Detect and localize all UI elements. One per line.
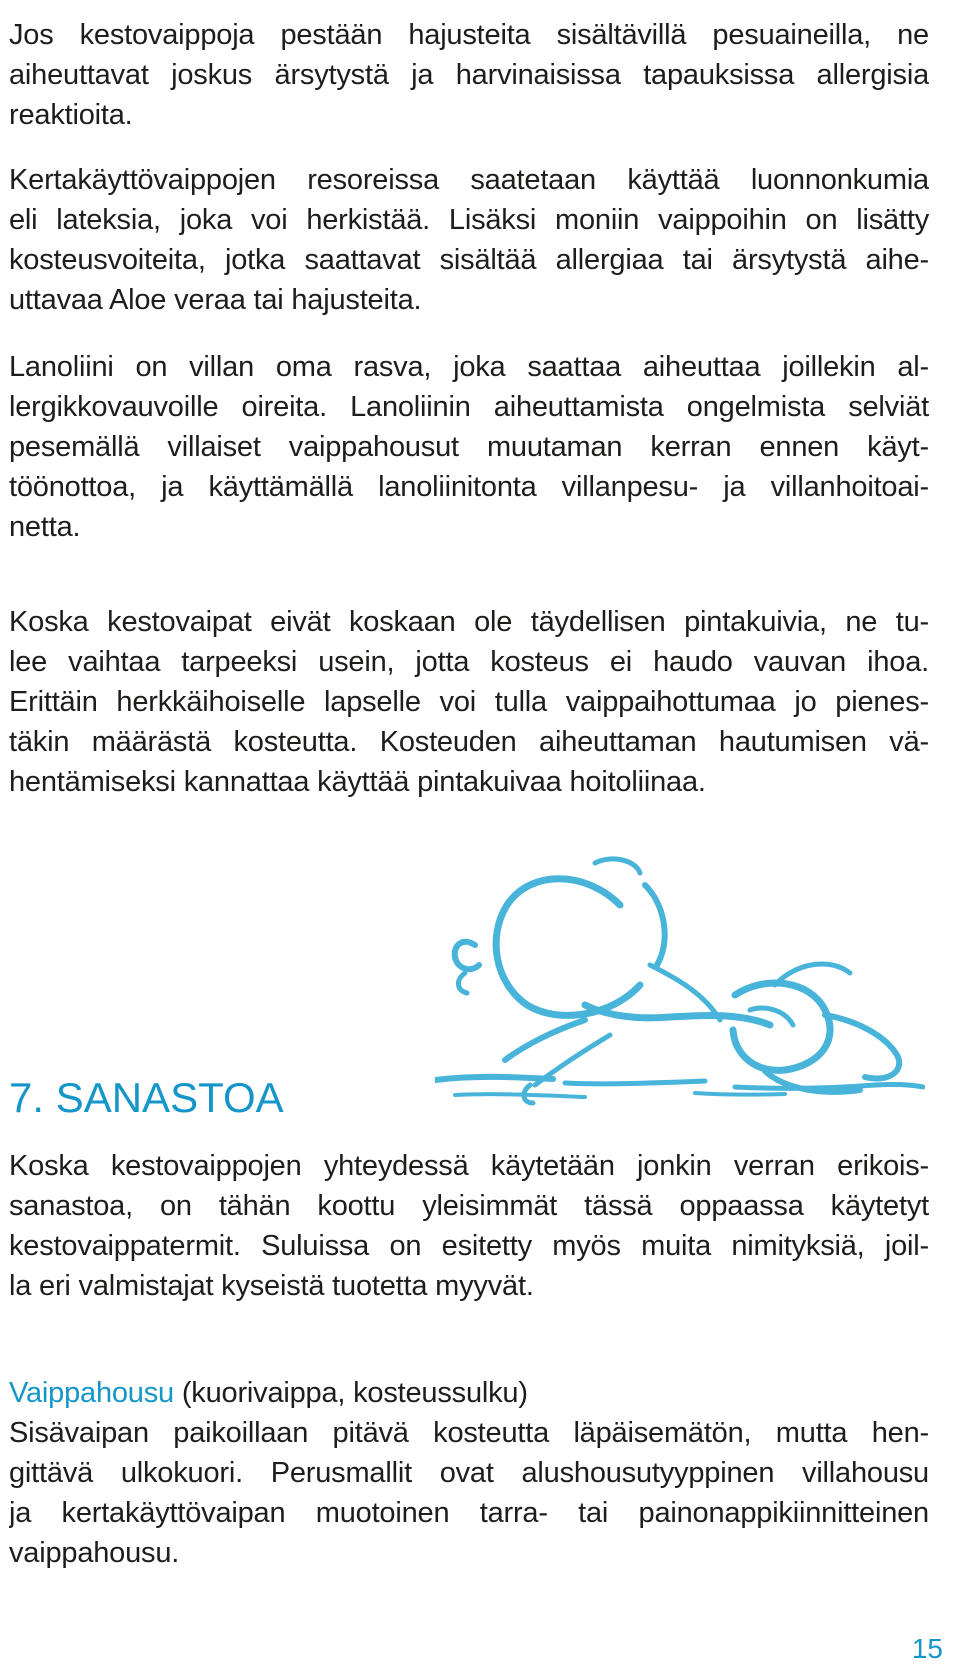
glossary-term-line [9, 1373, 929, 1413]
text-line: eli lateksia, joka voi herkistää. Lisäksi moniin vaippoihin on lisätty [9, 204, 929, 236]
glossary-term: Vaippahousu [9, 1377, 174, 1409]
text-line: Sisävaipan paikoillaan pitävä kosteutta läpäisemätön, mutta hen- [9, 1417, 929, 1449]
text-line: reaktioita. [9, 99, 133, 131]
text-line: pesemällä villaiset vaippahousut muutaman kerran ennen käyt- [9, 431, 929, 463]
text-line: aiheuttavat joskus ärsytystä ja harvinaisissa tapauksissa allergisia [9, 59, 929, 91]
text-line: uttavaa Aloe veraa tai hajusteita. [9, 284, 422, 316]
text-line: töönottoa, ja käyttämällä lanoliinitonta villanpesu- ja villanhoitoai- [9, 471, 929, 503]
text-line: netta. [9, 511, 81, 543]
text-line: Koska kestovaippojen yhteydessä käytetään jonkin verran erikois- [9, 1150, 929, 1182]
text-line: gittävä ulkokuori. Perusmallit ovat alushousutyyppinen villahousu [9, 1457, 929, 1489]
glossary-entry [9, 1373, 929, 1573]
text-line: hentämiseksi kannattaa käyttää pintakuivaa hoitoliinaa. [9, 766, 706, 798]
text-line: vaippahousu. [9, 1537, 180, 1569]
text-line: täkin määrästä kosteutta. Kosteuden aiheuttaman hautumisen vä- [9, 726, 929, 758]
text-line: Lanoliini on villan oma rasva, joka saattaa aiheuttaa joillekin al- [9, 351, 929, 383]
paragraph-moisture [9, 602, 929, 802]
text-line: Jos kestovaippoja pestään hajusteita sisältävillä pesuaineilla, ne [9, 19, 929, 51]
text-line: lergikkovauvoille oireita. Lanoliinin aiheuttamista ongelmista selviät [9, 391, 929, 423]
text-line: kosteusvoiteita, jotka saattavat sisältää allergiaa tai ärsytystä aihe- [9, 244, 929, 276]
text-line: kestovaippatermit. Suluissa on esitetty myös muita nimityksiä, joil- [9, 1230, 929, 1262]
text-line: ja kertakäyttövaipan muotoinen tarra- tai painonappikiinnitteinen [9, 1497, 929, 1529]
section-intro [9, 1146, 929, 1306]
text-line: sanastoa, on tähän koottu yleisimmät tässä oppaassa käytetyt [9, 1190, 929, 1222]
crawling-baby-sketch-icon [435, 845, 925, 1135]
paragraph-detergent-allergy [9, 15, 929, 135]
paragraph-disposable-latex [9, 160, 929, 320]
section-heading: 7. SANASTOA [9, 1074, 284, 1121]
glossary-synonyms: (kuorivaippa, kosteussulku) [173, 1377, 528, 1409]
text-line: la eri valmistajat kyseistä tuotetta myyvät. [9, 1270, 534, 1302]
text-line: Erittäin herkkäihoiselle lapselle voi tulla vaippaihottumaa jo pienes- [9, 686, 929, 718]
text-line: Kertakäyttövaippojen resoreissa saatetaan käyttää luonnonkumia [9, 164, 929, 196]
paragraph-lanolin [9, 347, 929, 547]
text-line: lee vaihtaa tarpeeksi usein, jotta kosteus ei haudo vauvan ihoa. [9, 646, 929, 678]
text-line: Koska kestovaipat eivät koskaan ole täydellisen pintakuivia, ne tu- [9, 606, 929, 638]
page-number: 15 [911, 1633, 943, 1664]
